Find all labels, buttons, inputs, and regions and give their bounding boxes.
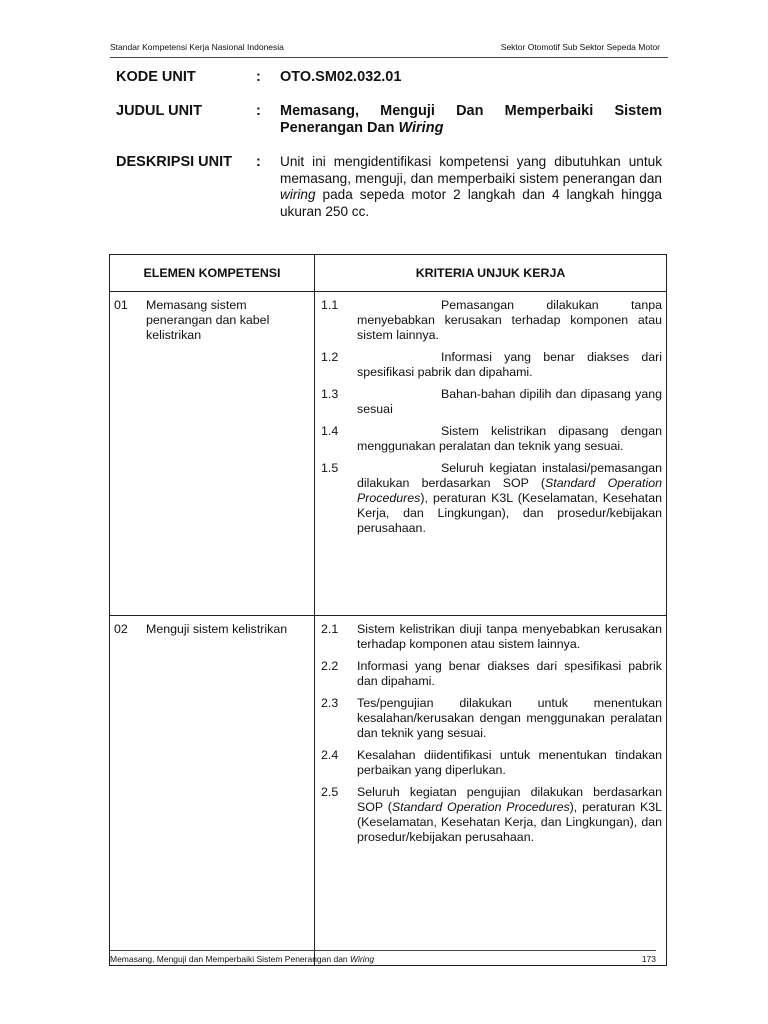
criteria-number: 2.4 — [321, 748, 339, 762]
criteria-text: ), peraturan K3L (Keselamatan, Kesehatan Kerja, dan Lingkungan), dan prosedur/kebijakan perusahaan. — [357, 800, 663, 844]
criteria-italic: Standard Operation Procedures — [357, 476, 662, 505]
deskripsi-text-2: pada sepeda motor 2 langkah dan 4 langkah hingga ukuran 250 cc. — [280, 187, 662, 219]
table-header-row — [110, 255, 667, 292]
kode-unit-row — [116, 69, 662, 86]
list-item — [321, 659, 662, 689]
element-name: Memasang sistem penerangan dan kabel kelistrikan — [146, 298, 270, 342]
kriteria-header: KRITERIA UNJUK KERJA — [315, 255, 667, 292]
colon: : — [256, 69, 261, 85]
criteria-text: Informasi yang benar diakses dari spesifikasi pabrik dan dipahami. — [357, 659, 662, 688]
element-number: 01 — [114, 298, 128, 312]
list-item — [321, 696, 662, 741]
judul-unit-row — [116, 103, 662, 137]
criteria-number: 1.1 — [321, 298, 339, 312]
judul-text: Memasang, Menguji Dan Memperbaiki Sistem Penerangan Dan — [280, 103, 662, 136]
deskripsi-unit-value — [280, 154, 662, 220]
criteria-number: 2.5 — [321, 785, 339, 799]
criteria-cell — [315, 616, 667, 966]
element-name: Menguji sistem kelistrikan — [146, 622, 288, 636]
header-rule — [110, 57, 668, 58]
competency-table — [109, 254, 667, 966]
criteria-text: ), peraturan K3L (Keselamatan, Kesehatan Kerja, dan Lingkungan), dan prosedur/kebijakan perusahaan. — [357, 491, 662, 535]
running-footer — [110, 954, 656, 964]
footer-rule — [110, 950, 656, 951]
judul-unit-label: JUDUL UNIT — [116, 103, 202, 119]
deskripsi-unit-row — [116, 154, 662, 220]
criteria-text: Informasi yang benar diakses dari spesifikasi pabrik dan dipahami. — [357, 350, 662, 379]
running-header — [110, 42, 660, 56]
list-item — [321, 350, 662, 380]
deskripsi-unit-label: DESKRIPSI UNIT — [116, 154, 233, 170]
list-item — [321, 622, 662, 652]
criteria-number: 1.3 — [321, 387, 339, 401]
list-item — [321, 785, 662, 845]
header-right: Sektor Otomotif Sub Sektor Sepeda Motor — [500, 42, 660, 52]
table-row — [110, 616, 667, 966]
criteria-text: Sistem kelistrikan dipasang dengan menggunakan peralatan dan teknik yang sesuai. — [357, 424, 662, 453]
judul-italic: Wiring — [398, 120, 444, 136]
list-item — [321, 461, 662, 536]
header-left: Standar Kompetensi Kerja Nasional Indonesia — [110, 42, 284, 52]
list-item — [321, 387, 662, 417]
judul-unit-value — [280, 103, 662, 137]
list-item — [321, 748, 662, 778]
element-number: 02 — [114, 622, 128, 636]
criteria-text: Sistem kelistrikan diuji tanpa menyebabkan kerusakan terhadap komponen atau sistem lainnya. — [357, 622, 662, 651]
list-item — [321, 424, 662, 454]
element-cell — [110, 292, 315, 616]
criteria-number: 2.2 — [321, 659, 339, 673]
element-cell — [110, 616, 315, 966]
table-row — [110, 292, 667, 616]
colon: : — [256, 154, 261, 170]
criteria-number: 1.4 — [321, 424, 339, 438]
deskripsi-italic: wiring — [280, 187, 316, 202]
kode-unit-label: KODE UNIT — [116, 69, 196, 85]
kode-unit-value: OTO.SM02.032.01 — [280, 69, 402, 85]
criteria-number: 1.2 — [321, 350, 339, 364]
criteria-text: Seluruh kegiatan instalasi/pemasangan dilakukan berdasarkan SOP ( — [357, 461, 662, 490]
criteria-text: Bahan-bahan dipilih dan dipasang yang sesuai — [357, 387, 662, 416]
footer-left — [110, 954, 374, 964]
criteria-number: 2.1 — [321, 622, 339, 636]
criteria-text: Tes/pengujian dilakukan untuk menentukan kesalahan/kerusakan dengan menggunakan peralatan dan teknik yang sesuai. — [357, 696, 662, 740]
criteria-cell — [315, 292, 667, 616]
criteria-text: Pemasangan dilakukan tanpa menyebabkan kerusakan terhadap komponen atau sistem lainnya. — [357, 298, 662, 342]
criteria-italic: Standard Operation Procedures — [391, 800, 570, 814]
criteria-number: 1.5 — [321, 461, 339, 475]
criteria-text: Kesalahan diidentifikasi untuk menentukan tindakan perbaikan yang diperlukan. — [357, 748, 662, 777]
footer-italic: Wiring — [350, 954, 375, 964]
footer-text: Memasang, Menguji dan Memperbaiki Sistem Penerangan dan — [110, 954, 348, 964]
colon: : — [256, 103, 261, 119]
criteria-text: Seluruh kegiatan pengujian dilakukan berdasarkan SOP ( — [357, 785, 662, 814]
list-item — [321, 298, 662, 343]
page-number: 173 — [641, 954, 656, 964]
elemen-header: ELEMEN KOMPETENSI — [110, 255, 315, 292]
deskripsi-text-1: Unit ini mengidentifikasi kompetensi yang dibutuhkan untuk memasang, menguji, dan memperbaiki sistem penerangan dan — [280, 154, 662, 186]
criteria-number: 2.3 — [321, 696, 339, 710]
